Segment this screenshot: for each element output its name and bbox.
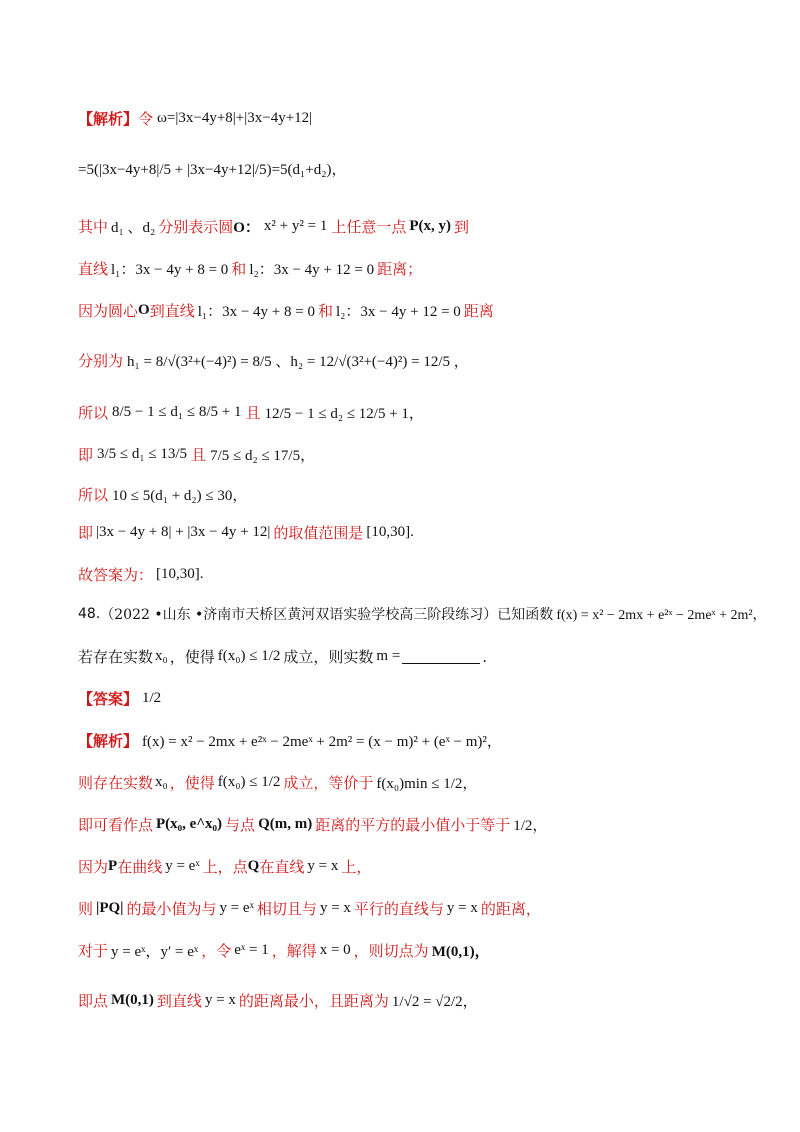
text: 和 [231,260,247,278]
jiexi2-line-1 [78,730,502,751]
math: f(x₀) ≤ 1/2 [217,774,281,790]
text: 的取值范围是 [273,524,364,542]
text: ，使得 [169,774,215,792]
math: M(0,1) [111,992,154,1008]
math: y = x [307,858,339,874]
jiexi2-line-7 [78,990,478,1011]
jiexi-line-9 [78,484,247,505]
math: P(x, y) [409,218,452,234]
text: 的最小值为与 [126,900,217,918]
problem-48-line-2 [78,646,487,667]
text: 分别表示圆 [158,218,234,236]
math: x² + y² = 1 [263,218,328,234]
jiexi-line-7 [78,402,424,423]
math-distances: h₁ = 8/√(3²+(−4)²) = 8/5 、h₂ = 12/√(3²+(−4)²) = 12/5 ， [127,354,469,370]
text: 则存在实数 [78,774,154,792]
text: . [482,647,488,666]
math: y = x [446,900,478,916]
text: 成立，等价于 [283,774,374,792]
text: 所以 [78,404,109,422]
text: 上，点 [202,858,248,876]
text: 分别为 [78,352,124,370]
text: 上， [341,858,372,876]
text: 到直线 [156,992,202,1010]
jiexi2-line-2 [78,772,477,793]
text: ，令 [201,942,232,960]
math: |PQ| [96,900,124,916]
jiexi2-bracket-label: 【解析】 [78,732,139,750]
math: l₁：3x − 4y + 8 = 0 [197,304,315,320]
math: Q(m, m) [258,816,313,832]
jiexi-line-10 [78,522,414,543]
math: y = eˣ [219,900,254,916]
text: 的距离最小，且距离为 [238,992,389,1010]
text: 距离 [463,302,494,320]
problem-source: （2022 •山东 •济南市天桥区黄河双语实验学校高三阶段练习）已知函数 [100,607,554,623]
jiexi-line-4 [78,258,422,279]
math: 8/5 − 1 ≤ d₁ ≤ 8/5 + 1 [112,404,242,420]
math: x = 0 [319,942,351,958]
math: f(x₀)min ≤ 1/2， [376,776,478,792]
math: x₀ [155,648,168,664]
math: l₁：3x − 4y + 8 = 0 [111,262,229,278]
text: 的距离， [480,900,541,918]
math-expansion: =5(|3x−4y+8|/5 + |3x−4y+12|/5)=5(d₁+d₂)， [78,162,347,178]
text: 在曲线 [117,858,163,876]
text: 因为圆心 [78,302,139,320]
math: m = [376,648,401,664]
math: x₀ [155,774,168,790]
jiexi-line-8 [78,444,315,465]
answer-value: 1/2 [142,690,162,706]
text: 平行的直线与 [353,900,444,918]
text: 即 [78,446,94,464]
text: 与点 [225,816,256,834]
math: f(x₀) ≤ 1/2 [217,648,281,664]
text: 即 [78,524,94,542]
math: 12/5 − 1 ≤ d₂ ≤ 12/5 + 1， [264,406,424,422]
answer-line [78,688,161,709]
jiexi2-line-4 [78,856,371,877]
math-omega: ω=|3x−4y+8|+|3x−4y+12| [157,110,313,126]
text: 即点 [78,992,109,1010]
math-function-expansion: f(x) = x² − 2mx + e²ˣ − 2meˣ + 2m² = (x − m)² + (eˣ − m)²， [142,734,502,750]
jiexi2-line-3 [78,814,547,835]
text: 令 [138,110,154,128]
text: 且 [245,404,261,422]
math: 1/√2 = √2/2， [391,994,478,1010]
jiexi-line-2 [78,158,346,179]
problem-number: 48. [78,606,101,622]
problem-function: f(x) = x² − 2mx + e²ˣ − 2meˣ + 2m²， [556,608,767,623]
math: 3/5 ≤ d₁ ≤ 13/5 [97,446,188,462]
text: 对于 [78,942,109,960]
math: P(x₀, e^x₀) [156,816,223,832]
jiexi-line-11 [78,564,204,585]
text: 则 [78,900,94,918]
text: 即可看作点 [78,816,154,834]
text: 且 [191,446,207,464]
text: 其中 [78,218,109,236]
text: ，解得 [271,942,317,960]
jiexi-line-5 [78,300,494,321]
math: l₂：3x − 4y + 12 = 0 [249,262,375,278]
answer-bracket-label: 【答案】 [78,690,139,708]
answer-blank [402,649,480,664]
jiexi2-line-5 [78,898,541,919]
text: 直线 [78,260,109,278]
text: 和 [317,302,333,320]
math: y = x [204,992,236,1008]
math: [10,30]. [366,524,414,540]
jiexi-line-1 [78,108,312,129]
math: y = eˣ [165,858,200,874]
jiexi-line-6 [78,350,469,371]
text: 因为 [78,858,109,876]
text: 在直线 [259,858,305,876]
text: 上任意一点 [331,218,407,236]
text: 距离； [377,260,423,278]
math: [10,30]. [156,566,204,582]
math: O [138,302,150,318]
jiexi-bracket-label: 【解析】 [78,110,139,128]
math: y = x [319,900,351,916]
jiexi-line-3 [78,216,469,237]
text: ，使得 [169,648,215,666]
problem-48-line-1 [78,604,767,624]
math: 10 ≤ 5(d₁ + d₂) ≤ 30， [112,488,248,504]
text: 到 [454,218,470,236]
math: 1/2， [513,818,548,834]
math: O： [233,220,260,236]
text: 所以 [78,486,109,504]
text: 成立，则实数 [283,648,374,666]
text: 距离的平方的最小值小于等于 [315,816,511,834]
math: P [108,858,118,874]
math: y = eˣ，y′ = eˣ [111,944,199,960]
math: d₁ 、d₂ [111,220,156,236]
text: 故答案为： [78,566,154,584]
math: l₂：3x − 4y + 12 = 0 [336,304,461,320]
jiexi2-line-6 [78,940,490,961]
text: 相切且与 [256,900,317,918]
math: M(0,1)， [431,944,490,960]
text: ，则切点为 [353,942,429,960]
math: |3x − 4y + 8| + |3x − 4y + 12| [96,524,271,540]
math: Q [247,858,260,874]
math: eˣ = 1 [234,942,269,958]
text: 到直线 [149,302,195,320]
text: 若存在实数 [78,648,154,666]
math: 7/5 ≤ d₂ ≤ 17/5， [210,448,316,464]
